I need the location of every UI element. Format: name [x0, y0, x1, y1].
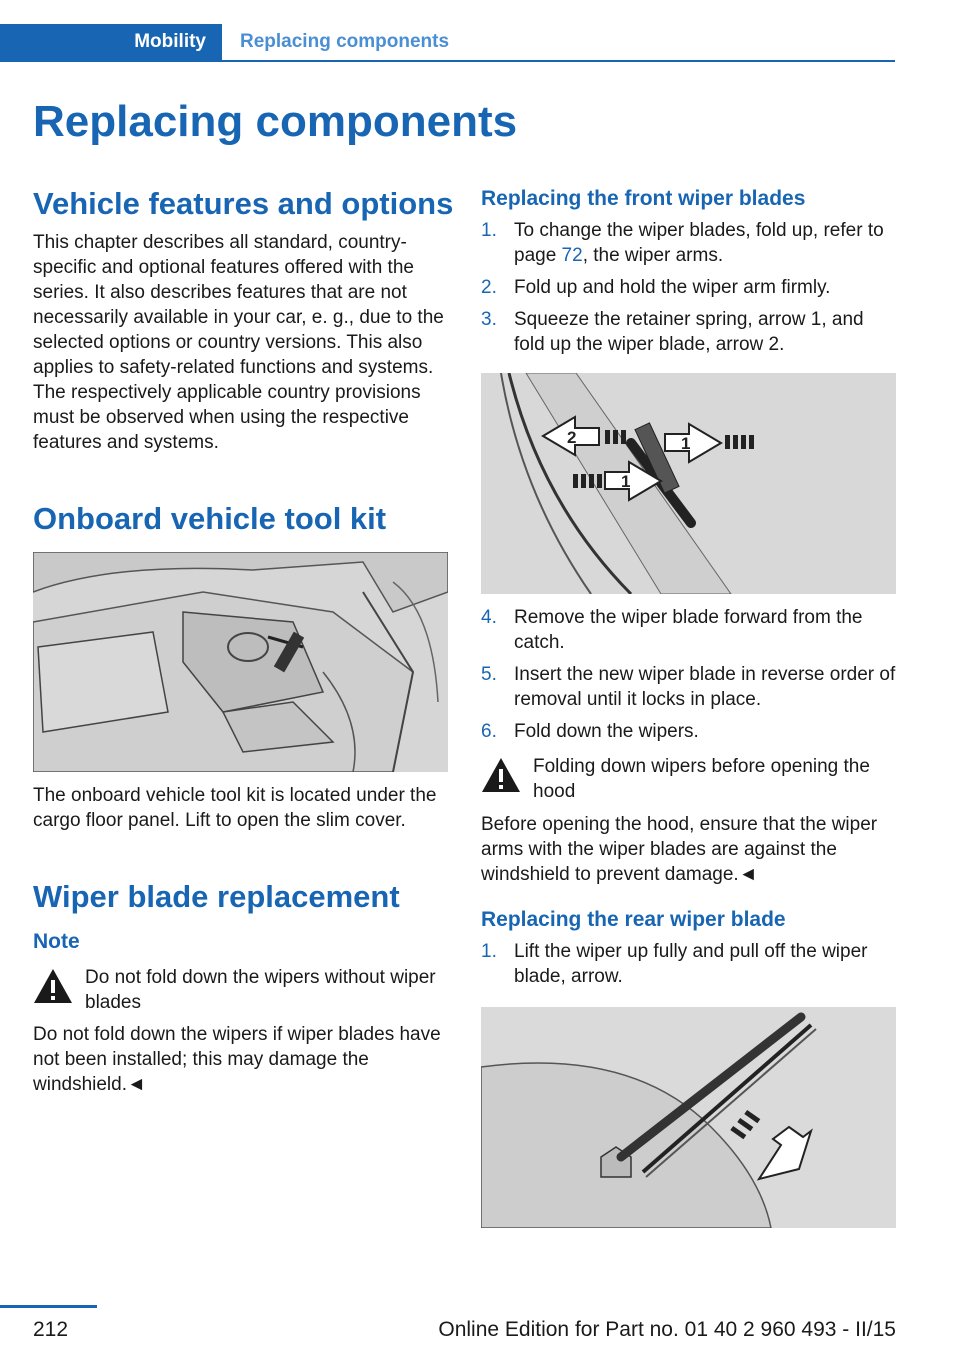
step-text: Insert the new wiper blade in reverse order of removal until it locks in place. — [514, 664, 896, 710]
rear-wiper-heading: Replacing the rear wiper blade — [481, 908, 786, 931]
vehicle-features-body: This chapter describes all standard, country-specific and optional features offered with the series. It also describes features that are not necessarily available in your car, e. g., due to the selected options or country versions. This also applies to safety-related functions and systems. The respectively applicable country provisions must be observed when using the respective features and systems. — [33, 232, 444, 453]
front-wiper-illustration — [481, 373, 896, 594]
step-number: 3. — [481, 309, 497, 330]
list-item — [481, 275, 896, 300]
warning-no-blades — [33, 965, 448, 1015]
page-link[interactable]: 72 — [561, 245, 583, 266]
step-text: Remove the wiper blade forward from the catch. — [514, 607, 863, 653]
list-item — [481, 307, 896, 357]
step-text: Fold up and hold the wiper arm firmly. — [514, 277, 831, 298]
page-title: Replacing components — [33, 97, 518, 146]
right-column — [481, 184, 896, 1228]
list-item — [481, 939, 896, 989]
warning-body: Before opening the hood, ensure that the wiper arms with the wiper blades are against the windshield to prevent damage.◄ — [481, 814, 878, 885]
step-number: 4. — [481, 607, 497, 628]
list-item — [481, 719, 896, 744]
list-item — [481, 662, 896, 712]
warning-title: Folding down wipers before opening the hood — [533, 756, 870, 802]
section-tab[interactable]: Mobility — [0, 24, 222, 60]
arrow-label-1: 1 — [681, 434, 691, 453]
warning-fold-down — [481, 754, 896, 804]
arrow-label-2: 2 — [567, 428, 577, 447]
rear-wiper-drawing — [481, 1007, 896, 1228]
rear-steps-list — [481, 939, 896, 989]
vehicle-features-heading: Vehicle features and options — [33, 186, 454, 221]
wiper-replacement-heading: Wiper blade replacement — [33, 879, 400, 914]
chapter-tab[interactable]: Replacing components — [240, 31, 450, 52]
front-wiper-drawing — [481, 373, 896, 594]
step-number: 5. — [481, 664, 497, 685]
list-item — [481, 605, 896, 655]
step-number: 1. — [481, 220, 497, 241]
step-text: Fold down the wipers. — [514, 721, 699, 742]
step-number: 6. — [481, 721, 497, 742]
list-item — [481, 218, 896, 268]
header-rule — [0, 60, 895, 62]
warning-triangle-icon — [33, 968, 73, 1004]
page-number: 212 — [33, 1318, 69, 1341]
front-steps-list — [481, 218, 896, 357]
rear-wiper-illustration — [481, 1007, 896, 1228]
front-wiper-heading: Replacing the front wiper blades — [481, 187, 806, 210]
tool-kit-heading: Onboard vehicle tool kit — [33, 501, 387, 536]
warning-body: Do not fold down the wipers if wiper blades have not been installed; this may damage the windshield.◄ — [33, 1024, 441, 1095]
left-column — [33, 184, 454, 1097]
warning-triangle-icon — [481, 757, 521, 793]
step-text: To change the wiper blades, fold up, refer to page — [514, 220, 884, 266]
warning-title: Do not fold down the wipers without wiper blades — [85, 967, 436, 1013]
step-number: 2. — [481, 277, 497, 298]
edition-note: Online Edition for Part no. 01 40 2 960 493 - II/15 — [438, 1318, 896, 1341]
front-steps-list-cont — [481, 605, 896, 744]
step-text: Squeeze the retainer spring, arrow 1, and fold up the wiper blade, arrow 2. — [514, 309, 864, 355]
arrow-label-1b: 1 — [621, 472, 631, 491]
footer-rule — [0, 1305, 97, 1308]
running-header — [0, 24, 895, 62]
cargo-floor-drawing — [33, 552, 448, 772]
note-heading: Note — [33, 930, 80, 953]
step-text: Lift the wiper up fully and pull off the wiper blade, arrow. — [514, 941, 868, 987]
step-text: , the wiper arms. — [582, 245, 724, 266]
tool-kit-illustration — [33, 552, 448, 772]
tool-kit-body: The onboard vehicle tool kit is located under the cargo floor panel. Lift to open the slim cover. — [33, 785, 437, 831]
step-number: 1. — [481, 941, 497, 962]
